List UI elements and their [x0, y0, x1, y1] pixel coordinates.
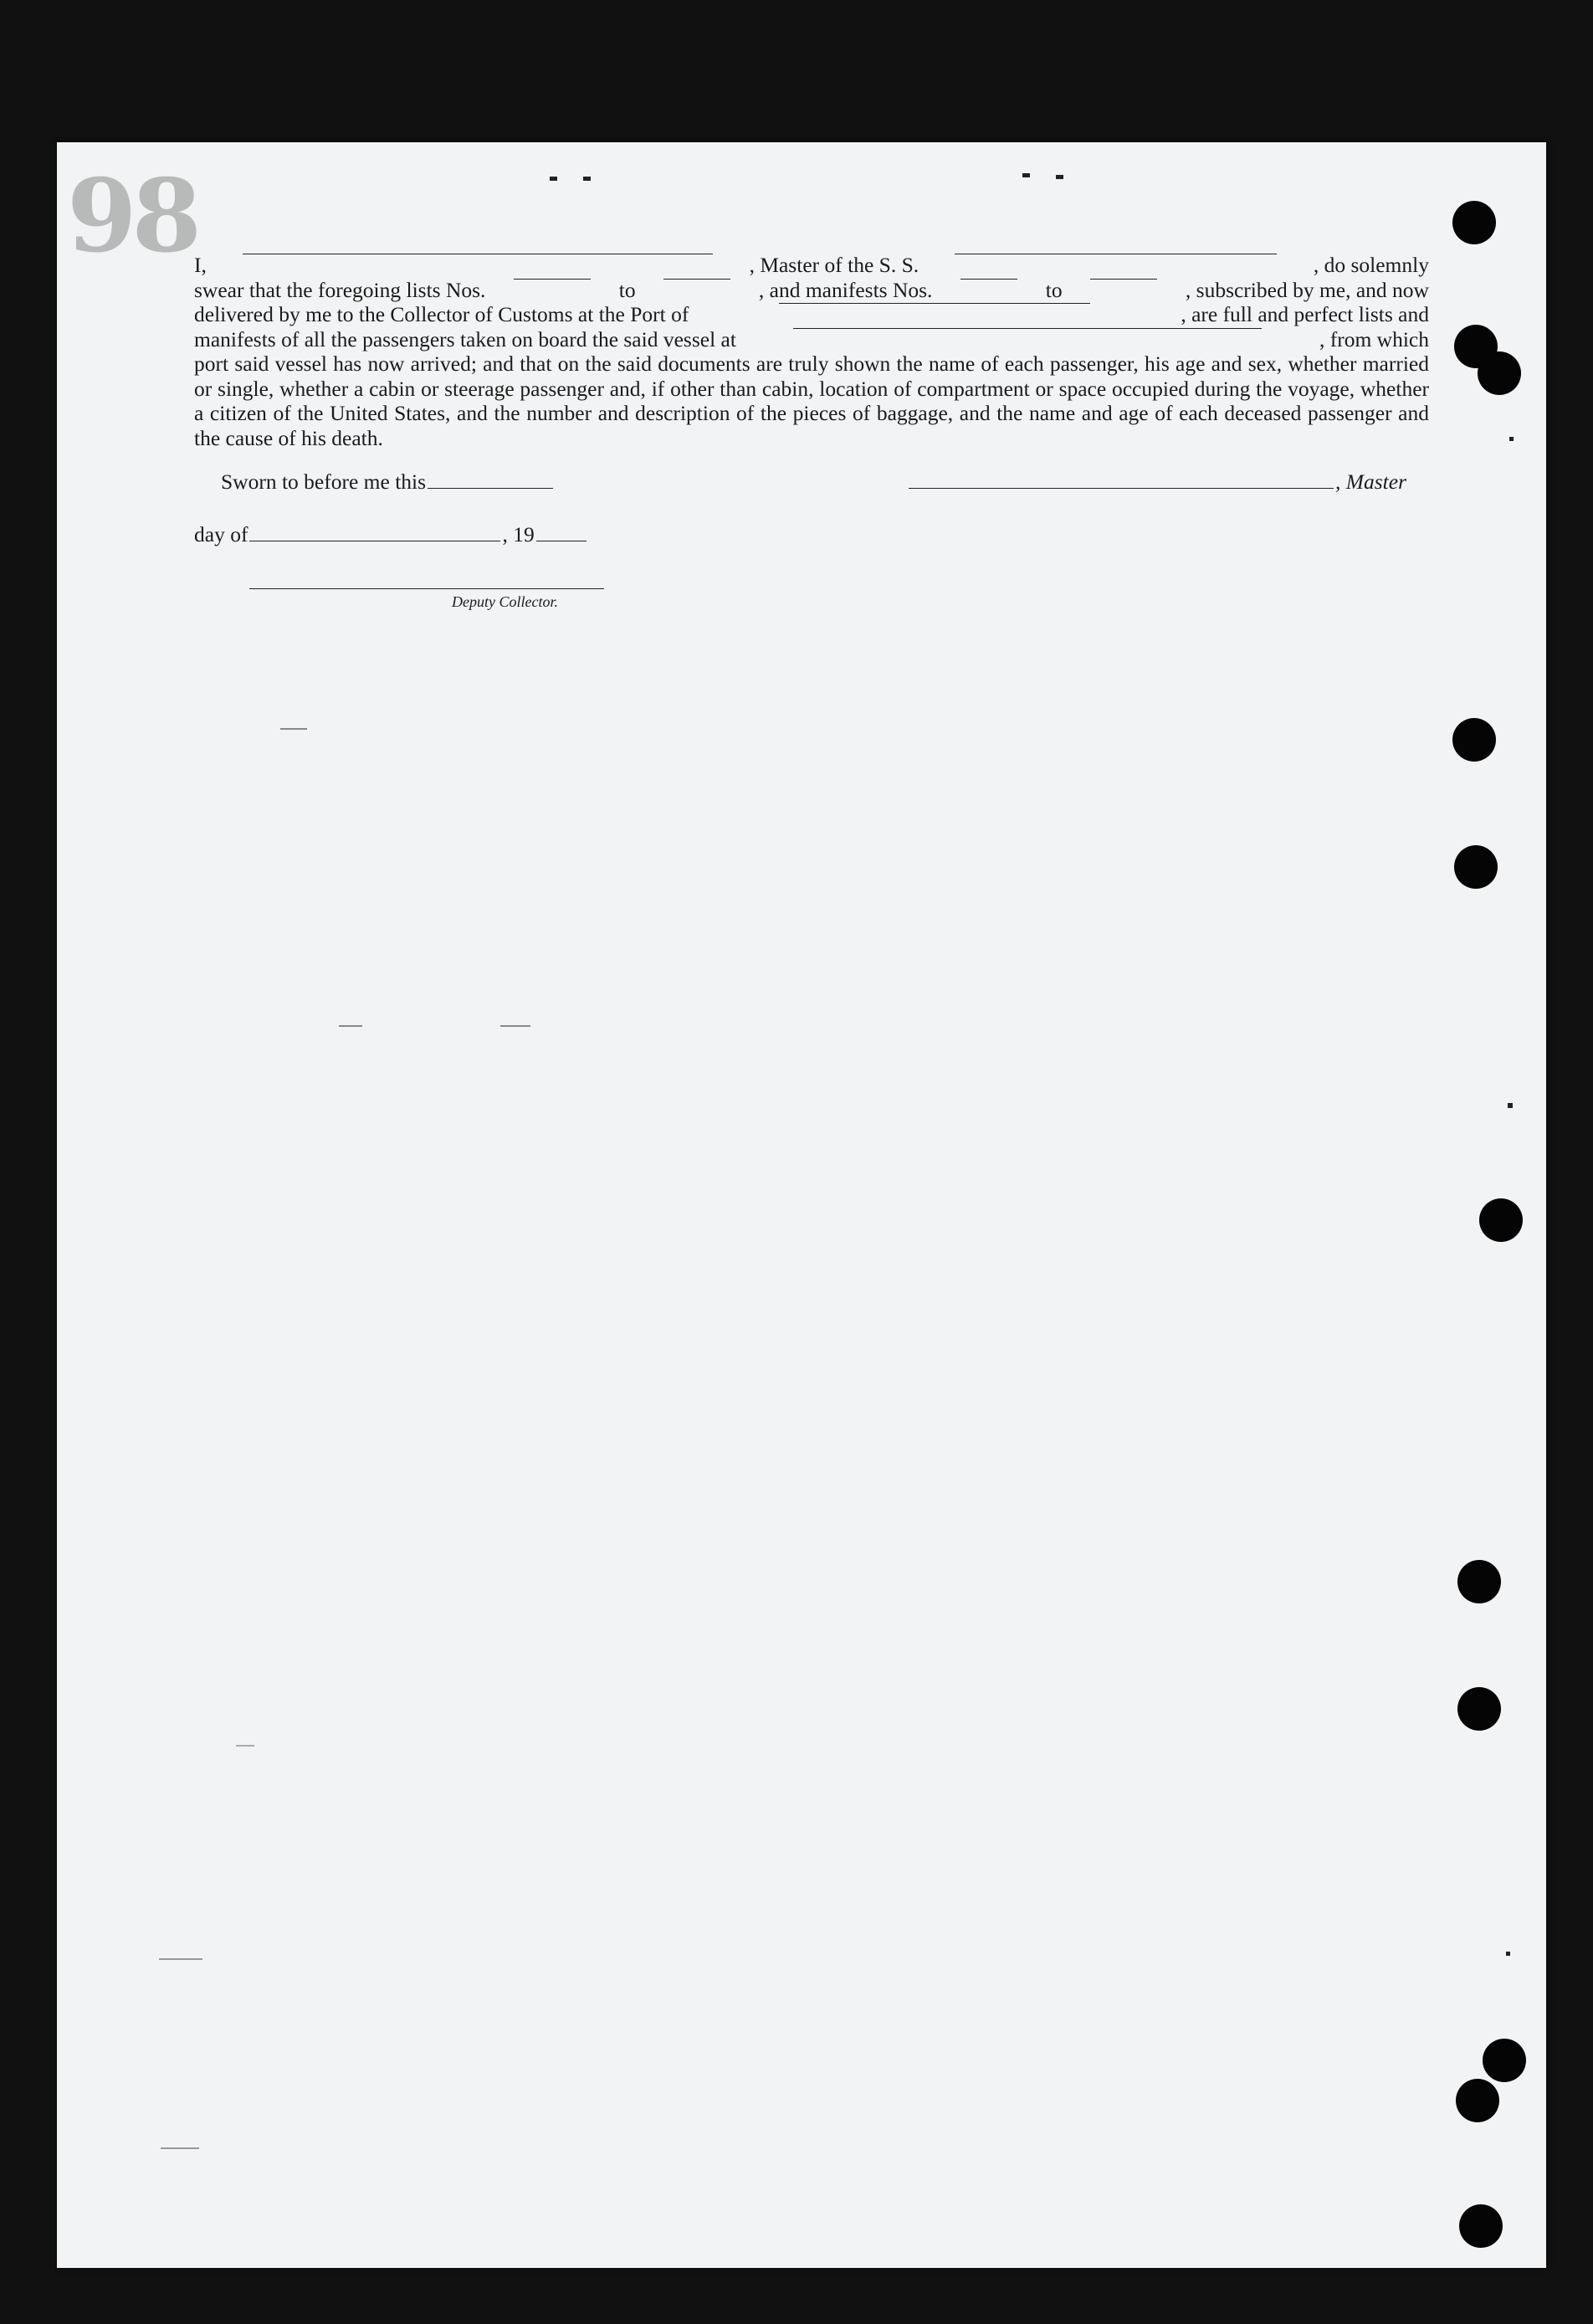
manifests-from-blank — [960, 278, 1017, 280]
oath-to-2: to — [1045, 277, 1063, 302]
deputy-signature-line — [249, 588, 604, 589]
oath-lists-nos: swear that the foregoing lists Nos. — [194, 277, 486, 302]
punch-hole — [1457, 1687, 1501, 1731]
oath-line-4 — [194, 327, 1429, 352]
port-blank — [779, 302, 1090, 304]
print-mark — [583, 177, 591, 181]
oath-subscribed: , subscribed by me, and now — [1185, 277, 1429, 302]
day-of-label: day of — [194, 522, 248, 546]
oath-to-1: to — [618, 277, 636, 302]
margin-tick — [236, 1745, 254, 1747]
lists-to-blank — [663, 278, 730, 280]
oath-vessel-at: manifests of all the passengers taken on board the said vessel at — [194, 326, 736, 351]
sworn-date-blank — [428, 487, 553, 489]
master-signature-row — [907, 469, 1406, 495]
punch-hole — [1452, 201, 1496, 244]
margin-tick — [159, 1958, 202, 1960]
margin-tick — [500, 1025, 530, 1027]
manifests-to-blank — [1090, 278, 1157, 280]
punch-hole — [1454, 845, 1498, 889]
punch-hole — [1478, 351, 1521, 395]
oath-full-and-perfect: , are full and perfect lists and — [1181, 302, 1429, 326]
punch-hole — [1452, 718, 1496, 762]
vessel-name-blank — [955, 253, 1277, 254]
punch-hole — [1456, 2079, 1499, 2122]
speck — [1506, 1952, 1510, 1956]
oath-paragraph — [194, 253, 1429, 450]
month-blank — [249, 540, 500, 541]
master-label: , Master — [1335, 469, 1406, 494]
deputy-collector-label: Deputy Collector. — [452, 593, 558, 610]
master-signature-blank — [909, 487, 1334, 489]
oath-line-1 — [194, 253, 1429, 278]
print-mark — [550, 177, 557, 181]
handwritten-page-number: 98 — [67, 157, 197, 275]
oath-body: port said vessel has now arrived; and that on the said documents are truly shown the name of each passenger, his age and sex, whether married or single, whether a cabin or steerage passenger and, if other than cabin, location of compartment or space occupied during the voyage, whether a citizen of the United States, and the number and description of the pieces of baggage, and the name and age of each deceased passenger and the cause of his death. — [194, 351, 1429, 450]
oath-i: I, — [194, 253, 207, 277]
day-of-row — [194, 522, 588, 547]
manifest-page — [57, 142, 1546, 2268]
master-name-blank — [243, 253, 713, 254]
oath-line-2 — [194, 278, 1429, 303]
oath-from-which: , from which — [1319, 326, 1429, 351]
margin-tick — [339, 1025, 362, 1027]
lists-from-blank — [514, 278, 591, 280]
oath-manifests-nos: , and manifests Nos. — [758, 277, 933, 302]
sworn-row — [221, 469, 555, 495]
punch-hole — [1459, 2204, 1503, 2248]
speck — [1508, 1103, 1513, 1108]
punch-hole — [1479, 1198, 1523, 1242]
print-mark — [1056, 175, 1063, 179]
speck — [1509, 437, 1514, 441]
oath-port-of: delivered by me to the Collector of Customs at the Port of — [194, 302, 689, 326]
oath-do-solemnly: , do solemnly — [1313, 253, 1429, 277]
print-mark — [1022, 173, 1030, 177]
departure-port-blank — [793, 327, 1262, 329]
oath-master-of-ss: , Master of the S. S. — [749, 253, 919, 277]
punch-hole — [1483, 2039, 1526, 2082]
oath-line-3 — [194, 302, 1429, 327]
year-blank — [536, 540, 586, 541]
margin-tick — [161, 2147, 199, 2149]
sworn-label: Sworn to before me this — [221, 469, 427, 494]
year-label: , 19 — [502, 522, 535, 546]
margin-tick — [280, 728, 307, 730]
punch-hole — [1457, 1560, 1501, 1603]
